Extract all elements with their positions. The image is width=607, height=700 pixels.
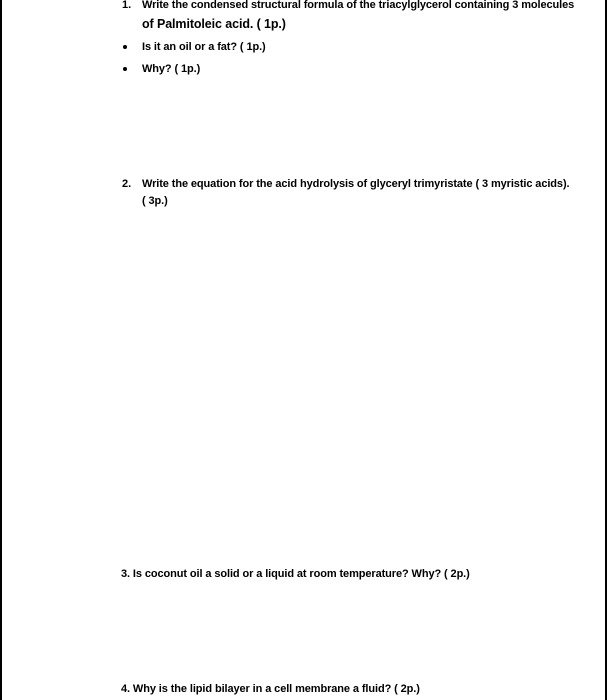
question-1-sub-1: Is it an oil or a fat? ( 1p.) <box>142 41 266 53</box>
question-1-number: 1. <box>122 0 132 11</box>
question-2-number: 2. <box>122 178 132 190</box>
question-4: 4. Why is the lipid bilayer in a cell membrane a fluid? ( 2p.) <box>121 683 420 695</box>
question-3: 3. Is coconut oil a solid or a liquid at room temperature? Why? ( 2p.) <box>121 568 470 580</box>
question-2-line-2: ( 3p.) <box>142 195 168 207</box>
question-1-line-2: of Palmitoleic acid. ( 1p.) <box>142 17 286 31</box>
bullet-icon <box>123 67 127 71</box>
question-1-line-1: Write the condensed structural formula of the triacylglycerol containing 3 molecules <box>142 0 575 11</box>
question-2-line-1: Write the equation for the acid hydrolysis of glyceryl trimyristate ( 3 myristic acids). <box>142 178 570 190</box>
question-1-sub-2: Why? ( 1p.) <box>142 63 201 75</box>
page-left-border <box>0 0 2 700</box>
bullet-icon <box>123 45 127 49</box>
